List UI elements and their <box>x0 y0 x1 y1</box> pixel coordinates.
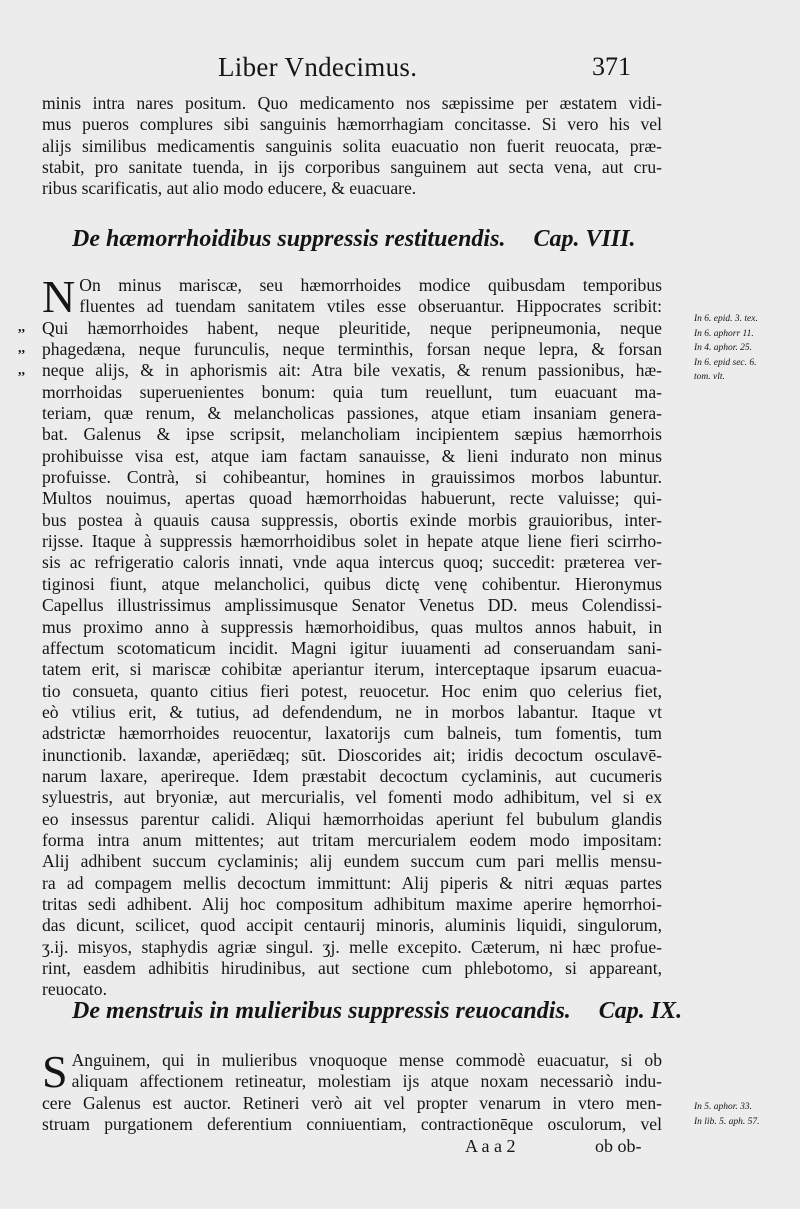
text-line: ra ad compagem mellis decoctum immittunt: Alij piperis & nitri æquas partes <box>42 872 662 893</box>
page-number: 371 <box>592 52 631 81</box>
chapter-title: De menstruis in mulieribus suppressis reuocandis. <box>72 998 571 1024</box>
margin-note: In 4. aphor. 25. <box>694 343 753 353</box>
running-title: Liber Vndecimus. <box>218 52 418 82</box>
text-line: rint, easdem adhibitis hirudinibus, aut sectione cum phlebotomo, si appareant, <box>42 958 662 978</box>
text-line: rijsse. Itaque à suppressis hæmorrhoidibus solet in hepate atque liene fieri scirrho- <box>42 531 662 552</box>
text-line: phagedæna, neque furunculis, neque terminthis, forsan neque lepra, & forsan <box>42 339 662 360</box>
text-line: narum laxare, aperireque. Idem præstabit decoctum cyclaminis, aut cucumeris <box>42 765 662 786</box>
text-line: eo insessus parentur calidi. Aliqui hæmorrhoidas aperiunt fel bubulum glandis <box>42 808 662 829</box>
text-line: syluestris, aut bryoniæ, aut mercurialis, vel fomenti modo adhibitum, vel si ex <box>42 787 662 808</box>
text-line: affectum scotomaticum incidit. Magni igitur iuuamenti ad conseruandam sani- <box>42 637 662 658</box>
chapter-heading <box>72 998 683 1025</box>
margin-note: In 6. epid sec. 6. <box>694 357 757 368</box>
margin-references <box>694 312 794 385</box>
text-line: Alij adhibent succum cyclaminis; alij eundem succum cum pari mellis mensu- <box>42 851 662 872</box>
text-line: tio consueta, quanto citius fieri potest, reuocetur. Hoc enim quo celerius fiet, <box>42 680 662 701</box>
text-line: prohibuisse visa est, atque iam factam sanauisse, & lieni indurato non minus <box>42 445 662 466</box>
text-line: struam purgationem deferentium conniuentiam, contractionēque osculorum, vel <box>42 1114 662 1135</box>
text-line: alijs similibus medicamentis sanguinis solita euacuatio non fuerit reuocata, præ- <box>42 135 662 156</box>
drop-cap: N <box>42 271 76 322</box>
text-line: On minus mariscæ, seu hæmorrhoides modice quibusdam temporibus <box>79 275 662 295</box>
text-line: bat. Galenus & ipse scripsit, melancholiam incipientem sæpius hæmorrhois <box>42 424 662 445</box>
quote-mark: ,, <box>18 362 25 378</box>
chapter-title: De hæmorrhoidibus suppressis restituendis. <box>72 226 506 252</box>
text-line: ribus scarificatis, aut alio modo educere, & euacuare. <box>42 178 417 199</box>
text-line: mus proximo anno à suppressis hæmorhoidibus, quas multos annos habuit, in <box>42 616 662 637</box>
text-line: stabit, pro sanitate tuenda, in ijs corporibus sanguinem aut secta vena, aut cru- <box>42 157 662 178</box>
text-line: fluentes ad tuendam sanitatem vtiles esse obseruantur. Hippocrates scribit: <box>79 296 662 317</box>
margin-note: In lib. 5. aph. 57. <box>694 1116 760 1127</box>
drop-cap: S <box>42 1046 68 1097</box>
signature-mark: A a a 2 <box>465 1136 516 1156</box>
margin-references <box>694 1100 794 1129</box>
text-line: inunctionib. laxandæ, aperiēdæq; sūt. Dioscorides ait; iridis decoctum osculavē- <box>42 744 662 765</box>
page-header <box>0 52 800 88</box>
text-line: eò vtilius erit, & tutius, ad defendendum, ne in morbos labantur. Itaque vt <box>42 701 662 722</box>
quotation-marks <box>18 317 38 381</box>
text-line: sis ac refrigeratio caloris innati, vnde aqua intercus quoq; succedit: præterea ver- <box>42 552 662 573</box>
paragraph-continuation <box>42 93 662 200</box>
quote-mark: ,, <box>18 341 25 357</box>
text-line: forma intra anum mittentes; aut tritam mercurialem eodem modo impositam: <box>42 829 662 850</box>
text-line: tiginosi fiunt, atque melancholici, quibus dictę venę cohibentur. Hieronymus <box>42 573 662 594</box>
text-line: cere Galenus est auctor. Retineri verò ait vel propter venarum in vtero men- <box>42 1092 662 1113</box>
chapter-number: Cap. IX. <box>598 998 683 1024</box>
text-line: bus postea à quauis causa suppressis, obortis exinde morbis grauioribus, inter- <box>42 509 662 530</box>
text-line: teriam, quæ renum, & melancholicas passiones, atque etiam insaniam genera- <box>42 403 662 424</box>
text-line: tritas sedi adhibent. Alij hoc compositum adhibitum maxime aperire hęmorrhoi- <box>42 893 662 914</box>
text-line: ʒ.ij. misyos, staphydis agriæ singul. ʒj. melle excepito. Cæterum, ni hæc profue- <box>42 936 662 957</box>
text-line: profuisse. Contrà, si cohibeantur, homines in grauissimos morbos labuntur. <box>42 467 662 488</box>
text-line: adstrictæ hæmorrhoides reuocentur, laxatorijs cum balneis, tum fomentis, tum <box>42 723 662 744</box>
text-line: Multos nouimus, apertas quoad hæmorrhoidas habuerunt, recte valuisse; qui- <box>42 488 662 509</box>
text-line: morrhoidas superuenientes bonum: quia tum reuellunt, tum euacuant ma- <box>42 381 662 402</box>
text-line: das dicunt, scilicet, quod accipit centaurij minoris, aluminis liquidi, singulorum, <box>42 915 662 936</box>
chapter-heading <box>72 226 672 253</box>
chapter-number: Cap. VIII. <box>533 226 636 252</box>
margin-note: In 6. aphorr 11. <box>694 328 754 339</box>
catchword: ob ob- <box>595 1136 642 1156</box>
margin-note: In 5. aphor. 33. <box>694 1102 753 1112</box>
text-line: Capellus illustrissimus amplissimusque Senator Venetus DD. meus Colendissi- <box>42 595 662 616</box>
text-line: Qui hæmorrhoides habent, neque pleuritide, neque peripneumonia, neque <box>42 317 662 338</box>
text-line: Anguinem, qui in mulieribus vnoquoque mense commodè euacuatur, si ob <box>71 1050 662 1070</box>
text-line: neque alijs, & in aphorismis ait: Atra bile vexatis, & renum passionibus, hæ- <box>42 360 662 381</box>
text-line: aliquam affectionem retineatur, molestiam ijs atque noxam necessariò indu- <box>71 1071 662 1092</box>
text-line: mus pueros complures sibi sanguinis hæmorrhagiam concitasse. Si vero his vel <box>42 114 662 135</box>
margin-note: In 6. epid. 3. tex. <box>694 314 758 324</box>
quote-mark: ,, <box>18 320 25 335</box>
chapter-ix-body <box>42 1046 662 1135</box>
text-line: minis intra nares positum. Quo medicamento nos sæpissime per æstatem vidi- <box>42 93 662 113</box>
margin-note: tom. vlt. <box>694 372 725 382</box>
chapter-viii-body <box>42 271 662 1001</box>
text-line: tatem erit, si mariscæ cohibitæ aperiantur iterum, interceptaque ipsarum euacua- <box>42 659 662 680</box>
text-line: reuocato. <box>42 979 107 1000</box>
